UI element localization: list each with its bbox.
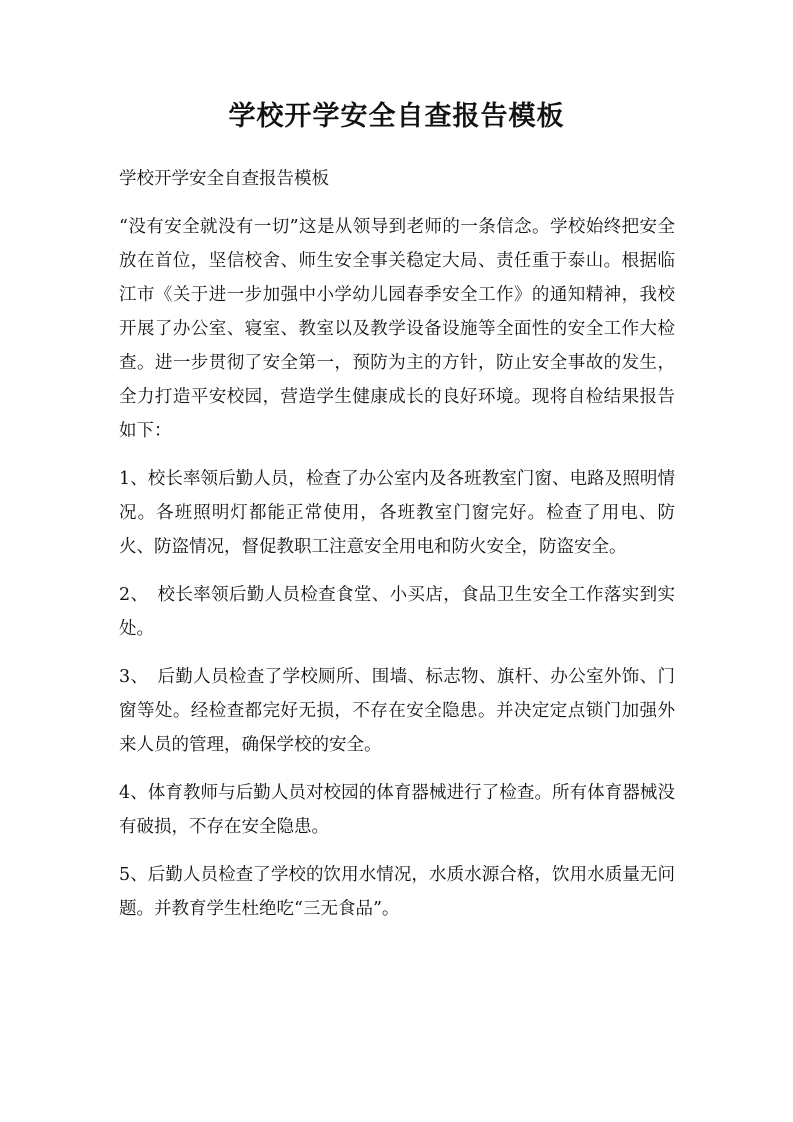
paragraph-intro: “没有安全就没有一切”这是从领导到老师的一条信念。学校始终把安全放在首位，坚信校舍、师生安全事关稳定大局、责任重于泰山。根据临江市《关于进一步加强中小学幼儿园春季安全工作》的通知精神，我校开展了办公室、寝室、教室以及教学设备设施等全面性的安全工作大检查。进一步贯彻了安全第一，预防为主的方针，防止安全事故的发生，全力打造平安校园，营造学生健康成长的良好环境。现将自检结果报告如下： — [119, 217, 675, 441]
document-title: 学校开学安全自查报告模板 — [228, 101, 565, 132]
paragraph-item-5: 5、后勤人员检查了学校的饮用水情况，水质水源合格，饮用水质量无问题。并教育学生杜绝吃“三无食品”。 — [119, 865, 675, 919]
paragraph-item-3: 3、 后勤人员检查了学校厕所、围墙、标志物、旗杆、办公室外饰、门窗等处。经检查都完好无损，不存在安全隐患。并决定定点锁门加强外来人员的管理，确保学校的安全。 — [119, 667, 675, 755]
document-body — [119, 162, 675, 940]
paragraph-item-4: 4、体育教师与后勤人员对校园的体育器械进行了检查。所有体育器械没有破损，不存在安全隐患。 — [119, 783, 675, 837]
document-subtitle: 学校开学安全自查报告模板 — [119, 169, 329, 189]
paragraph-item-2: 2、 校长率领后勤人员检查食堂、小买店，食品卫生安全工作落实到实处。 — [119, 585, 675, 639]
paragraph-item-1: 1、校长率领后勤人员，检查了办公室内及各班教室门窗、电路及照明情况。各班照明灯都能正常使用，各班教室门窗完好。检查了用电、防火、防盗情况，督促教职工注意安全用电和防火安全，防盗安全。 — [119, 469, 675, 557]
